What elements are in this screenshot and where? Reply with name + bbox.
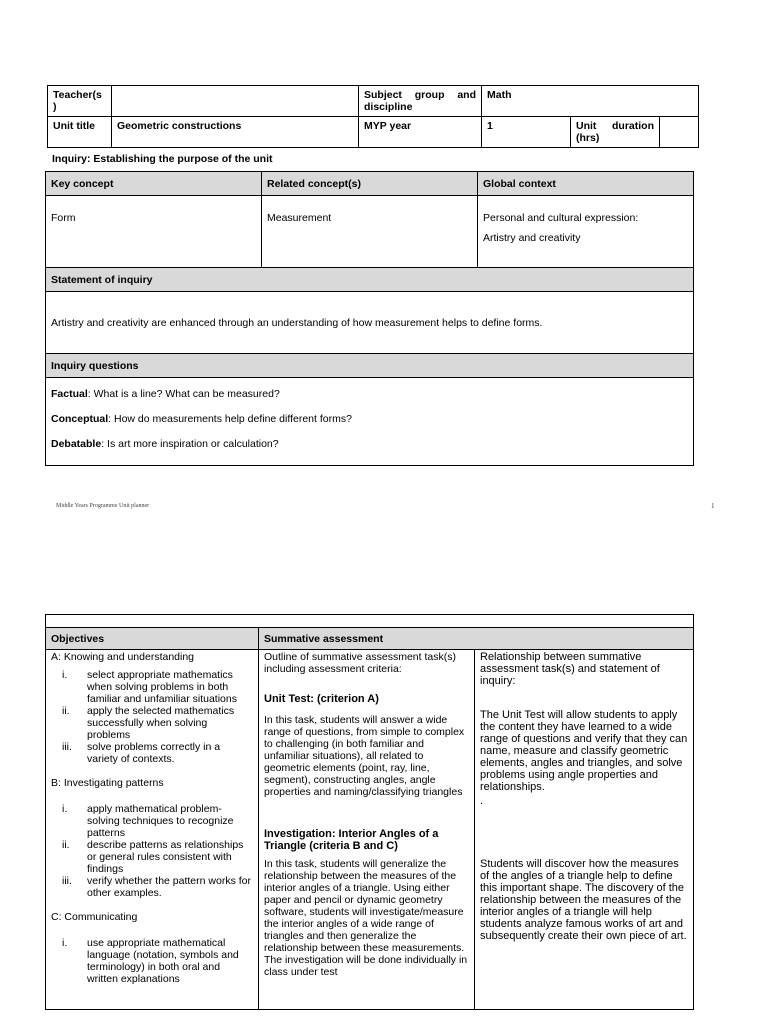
unit-header-table [47, 85, 699, 148]
objective-c-list [51, 937, 253, 985]
objective-a-list [51, 669, 253, 765]
myp-year-label: MYP year [359, 117, 482, 148]
unit-test-relationship: The Unit Test will allow students to apply the content they have learned to a wide range of questions and verify that they can name, measure and classify geometric elements, angles and triangles, and solve problems using angle properties and relationships. [480, 709, 688, 793]
unit-test-title: Unit Test: (criterion A) [264, 693, 379, 705]
conceptual-label: Conceptual [51, 413, 109, 425]
duration-value [660, 117, 699, 148]
top-blank-row [46, 615, 694, 628]
summative-relationship-cell [475, 650, 694, 1010]
item-num: iii. [62, 875, 72, 887]
summative-outline-cell [259, 650, 475, 1010]
debatable-question [51, 438, 688, 450]
related-concept-value: Measurement [262, 196, 478, 268]
debatable-text: : Is art more inspiration or calculation? [101, 438, 279, 450]
unit-title-label: Unit title [48, 117, 112, 148]
global-context-value [478, 196, 694, 268]
item-num: i. [62, 937, 68, 949]
key-concept-label: Key concept [46, 172, 262, 196]
item-num: iii. [62, 741, 72, 753]
inquiry-questions-body [46, 378, 694, 466]
item-text: select appropriate mathematics when solving problems in both familiar and unfamiliar situations [87, 669, 237, 705]
subject-value: Math [482, 86, 699, 117]
teacher-label: Teacher(s ) [48, 86, 112, 117]
unit-test-text: In this task, students will answer a wide range of questions, from simple to complex to challenging (in both familiar and unfamiliar situations), all related to geometric elements (point, ray, line, segment), constructing angles, angle properties and naming/classifying triangles [264, 714, 465, 798]
conceptual-text: : How do measurements help define different forms? [108, 413, 352, 425]
stray-dot: . [480, 795, 484, 807]
unit-title-value: Geometric constructions [112, 117, 359, 148]
inquiry-heading: Inquiry: Establishing the purpose of the unit [52, 153, 273, 165]
list-item [51, 705, 253, 741]
conceptual-question [51, 413, 688, 425]
list-item [51, 937, 253, 985]
list-item [51, 839, 253, 875]
list-item [51, 875, 253, 899]
objectives-table [45, 614, 694, 1010]
inquiry-table [45, 171, 694, 466]
investigation-relationship: Students will discover how the measures of the angles of a triangle help to define this important shape. The discovery of the relationship between the measures of the interior angles of a triangle will help students analyze famous works of art and subsequently create their own piece of art. [480, 858, 687, 942]
factual-label: Factual [51, 388, 88, 400]
objective-b-title: B: Investigating patterns [51, 777, 164, 789]
related-concept-label: Related concept(s) [262, 172, 478, 196]
global-context-label: Global context [478, 172, 694, 196]
list-item [51, 741, 253, 765]
item-num: i. [62, 669, 68, 681]
list-item [51, 803, 253, 839]
item-num: i. [62, 803, 68, 815]
page-footer-title: Middle Years Programme Unit planner [56, 503, 150, 509]
item-text: verify whether the pattern works for other examples. [87, 875, 251, 899]
factual-question [51, 388, 688, 400]
debatable-label: Debatable [51, 438, 102, 450]
global-context-line2: Artistry and creativity [483, 232, 581, 244]
item-text: solve problems correctly in a variety of contexts. [87, 741, 221, 765]
page-number: 1 [711, 502, 715, 510]
global-context-line1: Personal and cultural expression: [483, 212, 639, 224]
item-text: use appropriate mathematical language (notation, symbols and terminology) in both oral and written explanations [87, 937, 239, 985]
inquiry-questions-label: Inquiry questions [46, 354, 694, 378]
item-num: ii. [62, 839, 70, 851]
objectives-label: Objectives [46, 628, 259, 650]
summative-outline-text: Outline of summative assessment task(s) including assessment criteria: [264, 651, 456, 675]
summative-relationship-text: Relationship between summative assessment task(s) and statement of inquiry: [480, 651, 660, 687]
item-text: apply mathematical problem-solving techniques to recognize patterns [87, 803, 234, 839]
objective-a-title: A: Knowing and understanding [51, 651, 195, 663]
myp-year-value: 1 [482, 117, 571, 148]
statement-text: Artistry and creativity are enhanced through an understanding of how measurement helps to define forms. [46, 292, 694, 354]
key-concept-value: Form [46, 196, 262, 268]
subject-label: Subject group and discipline [359, 86, 482, 117]
teacher-value [112, 86, 359, 117]
summative-label: Summative assessment [259, 628, 694, 650]
investigation-text: In this task, students will generalize the relationship between the measures of the interior angles of a triangle. Using either paper and pencil or dynamic geometry software, students will investigate/measure the interior angles of a wide range of triangles and then generalize the relationship between these measurements. The investigation will be done individually in class under test [264, 858, 468, 978]
item-text: apply the selected mathematics successfully when solving problems [87, 705, 235, 741]
investigation-title: Investigation: Interior Angles of a Triangle (criteria B and C) [264, 828, 439, 852]
factual-text: : What is a line? What can be measured? [87, 388, 280, 400]
objective-c-title: C: Communicating [51, 911, 138, 923]
item-num: ii. [62, 705, 70, 717]
list-item [51, 669, 253, 705]
item-text: describe patterns as relationships or general rules consistent with findings [87, 839, 244, 875]
objective-b-list [51, 803, 253, 899]
duration-label: Unit duration (hrs) [571, 117, 660, 148]
statement-label: Statement of inquiry [46, 268, 694, 292]
objectives-cell [46, 650, 259, 1010]
